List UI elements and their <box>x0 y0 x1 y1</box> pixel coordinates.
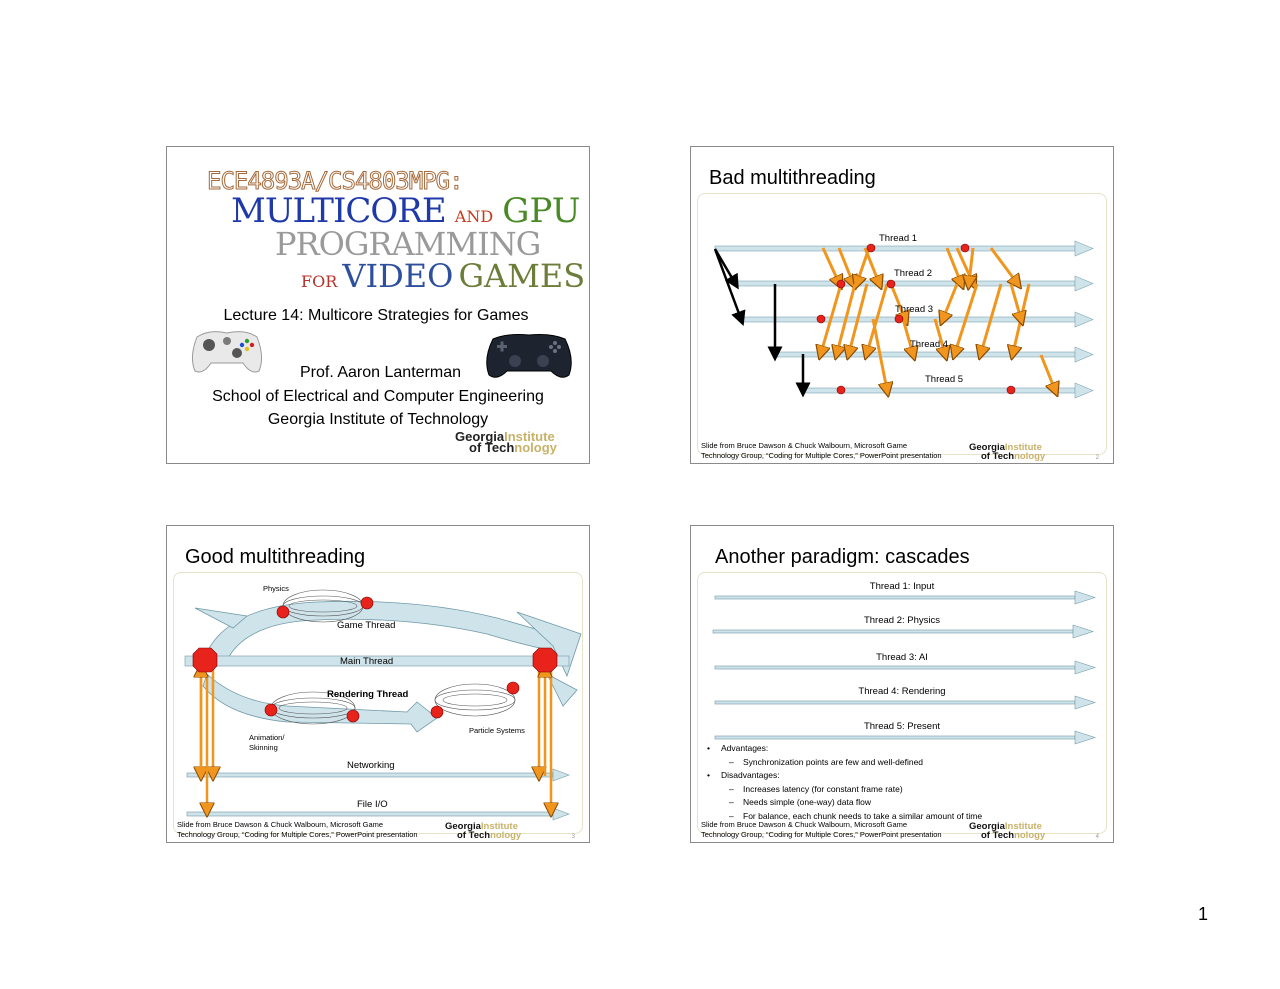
professor-name: Prof. Aaron Lanterman <box>300 364 461 381</box>
cascade-arrow-2 <box>713 625 1093 638</box>
cascade-arrow-4 <box>715 696 1095 709</box>
xbox-controller-image <box>189 327 265 375</box>
bullet-sub: – Synchronization points are few and well-defined <box>707 756 982 770</box>
thread-label-5: Thread 5 <box>925 374 964 385</box>
title-and: AND <box>454 207 494 226</box>
georgia-tech-logo: GeorgiaInstitute of Technology <box>455 429 557 455</box>
slide-credit: Slide from Bruce Dawson & Chuck Walbourn, Microsoft Game Technology Group, “Coding for Multiple Cores,” PowerPoint presentation <box>701 820 942 839</box>
label-physics: Physics <box>263 584 289 593</box>
cascade-label-2: Thread 2: Physics <box>863 615 941 626</box>
label-file-io: File I/O <box>357 799 388 810</box>
slide-cascades <box>690 525 1114 843</box>
label-game-thread: Game Thread <box>337 620 396 631</box>
thread-arrow-5 <box>803 383 1093 398</box>
slide-credit: Slide from Bruce Dawson & Chuck Walbourn, Microsoft Game Technology Group, “Coding for Multiple Cores,” PowerPoint presentation <box>177 820 418 839</box>
label-rendering-thread: Rendering Thread <box>327 689 409 700</box>
bullet-sub: – Needs simple (one-way) data flow <box>707 796 982 810</box>
thread-label-2: Thread 2 <box>894 268 933 279</box>
thread-label-1: Thread 1 <box>879 233 918 244</box>
cascade-arrow-1 <box>715 591 1095 604</box>
slide-number: 4 <box>1095 834 1099 840</box>
title-video: VIDEO <box>342 257 454 295</box>
rendering-thread-loop <box>203 674 437 732</box>
georgia-tech-logo: GeorgiaInstitute of Technology <box>969 821 1046 841</box>
institute-name: Georgia Institute of Technology <box>267 411 489 428</box>
title-multicore: MULTICORE <box>231 191 446 231</box>
title-programming: PROGRAMMING <box>275 225 541 263</box>
bullet-advantages: • Advantages: <box>707 742 982 756</box>
bullet-sub: – For balance, each chunk needs to take a similar amount of time <box>707 810 982 824</box>
slide-title: Good multithreading <box>185 546 366 568</box>
cascade-label-3: Thread 3: AI <box>876 652 928 663</box>
title-games: GAMES <box>458 257 586 295</box>
georgia-tech-logo: GeorgiaInstitute of Technology <box>969 442 1046 462</box>
title-for: FOR <box>301 272 338 291</box>
slide-good-multithreading <box>166 525 590 843</box>
slide-title <box>166 146 590 464</box>
slide-credit: Slide from Bruce Dawson & Chuck Walbourn, Microsoft Game Technology Group, “Coding for Multiple Cores,” PowerPoint presentation <box>701 441 942 460</box>
ps3-controller-image <box>483 331 575 383</box>
georgia-tech-logo: GeorgiaInstitute of Technology <box>445 821 522 841</box>
slide-bad-multithreading <box>690 146 1114 464</box>
bullet-sub: – Increases latency (for constant frame rate) <box>707 783 982 797</box>
label-main-thread: Main Thread <box>340 656 394 667</box>
page-number: 1 <box>1198 904 1209 924</box>
cascade-label-5: Thread 5: Present <box>863 721 941 732</box>
thread-label-4: Thread 4 <box>910 339 949 350</box>
thread-label-3: Thread 3 <box>895 304 934 315</box>
bullet-disadvantages: • Disadvantages: <box>707 769 982 783</box>
label-animation: Animation/ Skinning <box>249 733 285 752</box>
bullet-list <box>707 742 982 823</box>
course-title <box>231 191 586 295</box>
good-multithreading-diagram <box>167 526 589 842</box>
course-code: ECE4893A/CS4803MPG: <box>207 167 463 195</box>
slide-title: Another paradigm: cascades <box>715 546 970 568</box>
school-name: School of Electrical and Computer Engineering <box>212 388 544 405</box>
label-particle-systems: Particle Systems <box>469 726 525 735</box>
cascade-label-4: Thread 4: Rendering <box>858 686 946 697</box>
cascade-label-1: Thread 1: Input <box>869 581 935 592</box>
slide-title: Bad multithreading <box>709 167 876 189</box>
title-gpu: GPU <box>502 191 581 231</box>
slide-number: 3 <box>571 834 575 840</box>
lecture-title: Lecture 14: Multicore Strategies for Games <box>223 307 529 324</box>
slide-number: 2 <box>1095 455 1099 461</box>
label-networking: Networking <box>347 760 395 771</box>
